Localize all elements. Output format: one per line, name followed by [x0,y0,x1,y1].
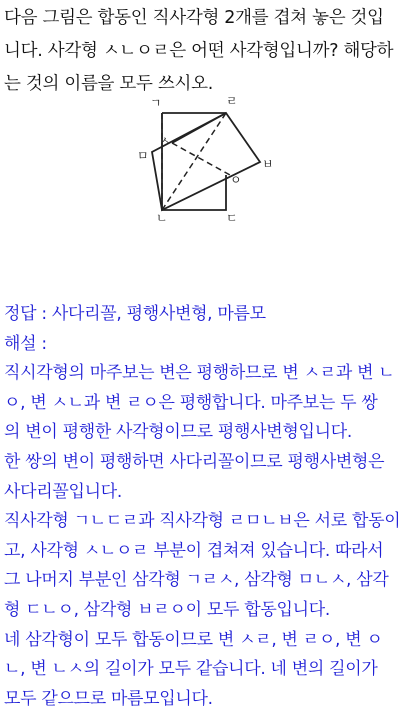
answer-line: 정답 : 사다리꼴, 평행사변형, 마름모 [4,304,266,324]
label-o: ㅇ [230,173,242,187]
explanation-line: 그 나머지 부분인 삼각형 ㄱㄹㅅ, 삼각형 ㅁㄴㅅ, 삼각 [4,570,389,591]
segment-s-r [172,113,226,143]
label-s: ㅅ [159,134,171,148]
explanation-line: 네 삼각형이 모두 합동이므로 변 ㅅㄹ, 변 ㄹㅇ, 변 ㅇ [4,629,383,650]
explanation-line: 형 ㄷㄴㅇ, 삼각형 ㅂㄹㅇ이 모두 합동입니다. [4,599,330,620]
explanation-line: 사다리꼴입니다. [4,481,122,502]
explanation-line: ㄴ, 변 ㄴㅅ의 길이가 모두 같습니다. 네 변의 길이가 [4,659,378,680]
explanation-line: 모두 같으므로 마름모입니다. [4,688,213,709]
explanation-line: 의 변이 평행한 사각형이므로 평행사변형입니다. [4,422,352,443]
answer-section [4,300,398,714]
overlapping-rectangles-figure [0,0,400,300]
rectangle-gndr [162,113,226,210]
label-g: ㄱ [150,96,162,110]
explanation-line: 직사각형 ㄱㄴㄷㄹ과 직사각형 ㄹㅁㄴㅂ은 서로 합동이 [4,511,400,532]
explanation-line: ㅇ, 변 ㅅㄴ과 변 ㄹㅇ은 평행합니다. 마주보는 두 쌍 [4,392,378,413]
dashed-line-r-n [172,143,230,175]
explanation-line: 직시각형의 마주보는 변은 평행하므로 변 ㅅㄹ과 변 ㄴ [4,363,395,384]
label-m: ㅁ [137,149,149,163]
label-d: ㄷ [226,211,238,225]
label-r: ㄹ [226,94,238,108]
explanation-label: 해설 : [4,333,47,354]
label-b: ㅂ [262,157,274,171]
explanation-line: 한 쌍의 변이 평행하면 사다리꼴이므로 평행사변형은 [4,451,385,472]
question-line-2: 니다. 사각형 ㅅㄴㅇㄹ은 어떤 사각형입니까? 해당하 [4,41,394,61]
rectangle-rmnb [152,113,260,210]
label-n: ㄴ [156,211,168,225]
question-line-3: 는 것의 이름을 모두 쓰시오. [4,74,213,94]
dashed-line-s-o [162,113,226,210]
question-line-1: 다음 그림은 합동인 직사각형 2개를 겹쳐 놓은 것입 [4,8,384,28]
explanation-line: 고, 사각형 ㅅㄴㅇㄹ 부분이 겹쳐져 있습니다. 따라서 [4,540,384,561]
